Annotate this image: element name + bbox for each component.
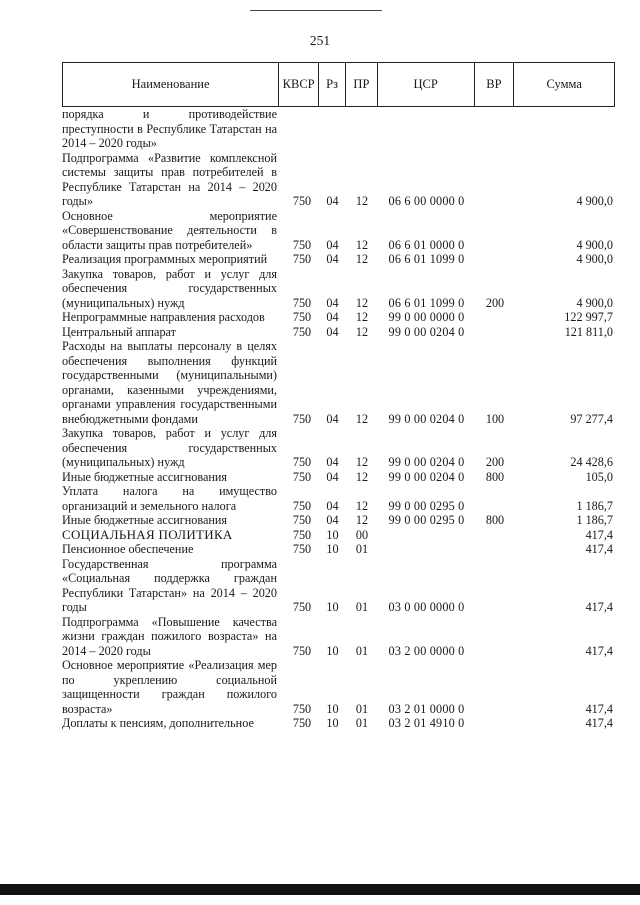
row-csr: 99 0 00 0000 0 [388, 310, 465, 324]
row-csr: 03 2 01 0000 0 [388, 701, 465, 716]
table-row [62, 151, 615, 209]
row-pr: 01 [355, 600, 369, 614]
row-csr: 99 0 00 0204 0 [388, 469, 465, 484]
row-name: Реализация программных мероприятий [62, 252, 268, 266]
row-kvsr: 750 [292, 716, 312, 730]
row-kvsr: 750 [292, 498, 312, 513]
table-row [62, 310, 615, 325]
row-rz: 04 [326, 252, 339, 266]
row-sum: 417,4 [585, 701, 613, 716]
row-csr: 06 6 00 0000 0 [388, 194, 465, 208]
row-csr: 99 0 00 0295 0 [388, 513, 465, 527]
row-sum: 97 277,4 [570, 411, 613, 426]
row-csr: 06 6 01 1099 0 [388, 295, 465, 310]
row-name: Подпрограмма «Повышение качества жизни граждан пожилого возраста» на 2014 – 2020 годы [62, 614, 277, 658]
row-sum: 417,4 [585, 643, 613, 658]
row-pr: 12 [355, 295, 369, 310]
row-kvsr: 750 [292, 252, 312, 266]
row-vr: 800 [485, 469, 505, 484]
row-pr: 12 [355, 310, 369, 324]
row-rz: 10 [326, 716, 339, 730]
table-row [62, 484, 615, 513]
row-pr: 12 [355, 252, 369, 266]
header-name: Наименование [63, 63, 279, 106]
row-sum: 1 186,7 [576, 513, 613, 527]
row-sum: 417,4 [585, 542, 613, 556]
row-rz: 04 [326, 455, 339, 469]
row-kvsr: 750 [292, 513, 312, 527]
table-row [62, 252, 615, 267]
row-rz: 10 [326, 643, 339, 658]
row-rz: 04 [326, 469, 339, 484]
row-kvsr: 750 [292, 455, 312, 469]
row-sum: 417,4 [585, 527, 613, 542]
row-rz: 04 [326, 310, 339, 324]
row-sum: 1 186,7 [576, 498, 613, 513]
row-pr: 12 [355, 194, 369, 208]
row-rz: 04 [326, 324, 339, 339]
row-pr: 00 [355, 527, 369, 542]
row-name: Закупка товаров, работ и услуг для обеспечения государственных (муниципальных) нужд [62, 266, 277, 310]
row-sum: 417,4 [585, 716, 613, 730]
row-pr: 01 [355, 643, 369, 658]
row-kvsr: 750 [292, 237, 312, 252]
header-pr: ПР [346, 63, 378, 106]
row-pr: 12 [355, 513, 369, 527]
row-name: Доплаты к пенсиям, дополнительное [62, 716, 254, 730]
row-name: Закупка товаров, работ и услуг для обеспечения государственных (муниципальных) нужд [62, 426, 277, 469]
row-csr: 06 6 01 1099 0 [388, 252, 465, 266]
table-row [62, 716, 615, 731]
row-kvsr: 750 [292, 411, 312, 426]
row-rz: 10 [326, 701, 339, 716]
row-name: Расходы на выплаты персоналу в целях обеспечения выполнения функций государственными (муниципальными) органами, казенными учреждениями, органами управления государственными внебюджетными фондами [62, 339, 277, 426]
row-csr: 99 0 00 0204 0 [388, 455, 465, 469]
row-name: Центральный аппарат [62, 324, 176, 339]
row-name: Пенсионное обеспечение [62, 542, 194, 556]
row-pr: 12 [355, 237, 369, 252]
row-csr: 99 0 00 0204 0 [388, 411, 465, 426]
row-kvsr: 750 [292, 600, 312, 614]
page-number: 251 [309, 33, 331, 48]
row-sum: 4 900,0 [576, 237, 613, 252]
row-sum: 417,4 [585, 600, 613, 614]
table-header [62, 62, 615, 107]
table-row [62, 325, 615, 340]
table-row [62, 426, 615, 470]
header-kvsr: КВСР [279, 63, 319, 106]
table-row [62, 267, 615, 311]
table-row [62, 513, 615, 528]
row-pr: 12 [355, 498, 369, 513]
row-sum: 105,0 [585, 469, 613, 484]
row-name: Основное мероприятие «Реализация мер по укреплению социальной защищенности граждан пожилого возраста» [62, 658, 277, 716]
table-row [62, 209, 615, 253]
table-row [62, 557, 615, 615]
header-rz: Рз [319, 63, 346, 106]
row-kvsr: 750 [292, 295, 312, 310]
row-rz: 04 [326, 498, 339, 513]
row-name: Иные бюджетные ассигнования [62, 469, 228, 484]
table-row [62, 470, 615, 485]
row-sum: 121 811,0 [564, 324, 613, 339]
row-pr: 01 [355, 701, 369, 716]
table-row [62, 615, 615, 659]
row-pr: 12 [355, 411, 369, 426]
row-sum: 4 900,0 [576, 252, 613, 266]
row-csr: 99 0 00 0295 0 [388, 498, 465, 513]
row-rz: 10 [326, 527, 339, 542]
row-name: Подпрограмма «Развитие комплексной системы защиты прав потребителей в Республике Татарстан на 2014 – 2020 годы» [62, 150, 277, 208]
table-row [62, 528, 615, 543]
row-rz: 04 [326, 237, 339, 252]
row-kvsr: 750 [292, 310, 312, 324]
row-name: Уплата налога на имущество организаций и земельного налога [62, 484, 277, 513]
row-name: СОЦИАЛЬНАЯ ПОЛИТИКА [62, 526, 233, 542]
row-vr: 200 [485, 295, 505, 310]
row-sum: 122 997,7 [564, 310, 613, 324]
row-rz: 04 [326, 513, 339, 527]
table-row [62, 542, 615, 557]
row-kvsr: 750 [292, 194, 312, 208]
header-sum: Сумма [546, 77, 582, 91]
row-rz: 10 [326, 600, 339, 614]
row-vr: 800 [485, 513, 505, 527]
row-sum: 24 428,6 [570, 455, 613, 469]
row-pr: 12 [355, 469, 369, 484]
row-name: порядка и противодействие преступности в Республике Татарстан на 2014 – 2020 годы» [62, 107, 277, 150]
row-kvsr: 750 [292, 701, 312, 716]
row-kvsr: 750 [292, 469, 312, 484]
row-kvsr: 750 [292, 324, 312, 339]
row-pr: 12 [355, 324, 369, 339]
row-kvsr: 750 [292, 527, 312, 542]
budget-table [62, 62, 615, 731]
row-csr: 99 0 00 0204 0 [388, 324, 465, 339]
row-sum: 4 900,0 [576, 194, 613, 208]
row-name: Непрограммные направления расходов [62, 310, 265, 324]
bottom-bar [0, 884, 640, 895]
row-pr: 01 [355, 542, 369, 556]
table-row [62, 107, 615, 151]
row-pr: 12 [355, 455, 369, 469]
header-csr: ЦСР [378, 63, 475, 106]
row-vr: 200 [485, 455, 505, 469]
row-csr: 03 2 00 0000 0 [388, 643, 465, 658]
row-csr: 06 6 01 0000 0 [388, 237, 465, 252]
table-row [62, 658, 615, 716]
row-sum: 4 900,0 [576, 295, 613, 310]
row-csr: 03 0 00 0000 0 [388, 600, 465, 614]
row-kvsr: 750 [292, 643, 312, 658]
table-body [62, 107, 615, 731]
row-kvsr: 750 [292, 542, 312, 556]
row-rz: 10 [326, 542, 339, 556]
row-rz: 04 [326, 295, 339, 310]
row-name: Государственная программа «Социальная поддержка граждан Республики Татарстан» на 2014 – 2020 годы [62, 556, 277, 614]
row-name: Иные бюджетные ассигнования [62, 513, 228, 527]
row-rz: 04 [326, 411, 339, 426]
row-vr: 100 [485, 411, 505, 426]
table-row [62, 339, 615, 426]
header-vr: ВР [475, 63, 515, 106]
row-rz: 04 [326, 194, 339, 208]
row-pr: 01 [355, 716, 369, 730]
row-name: Основное мероприятие «Совершенствование деятельности в области защиты прав потребителей» [62, 208, 277, 252]
top-rule [250, 10, 382, 11]
row-csr: 03 2 01 4910 0 [388, 716, 465, 730]
